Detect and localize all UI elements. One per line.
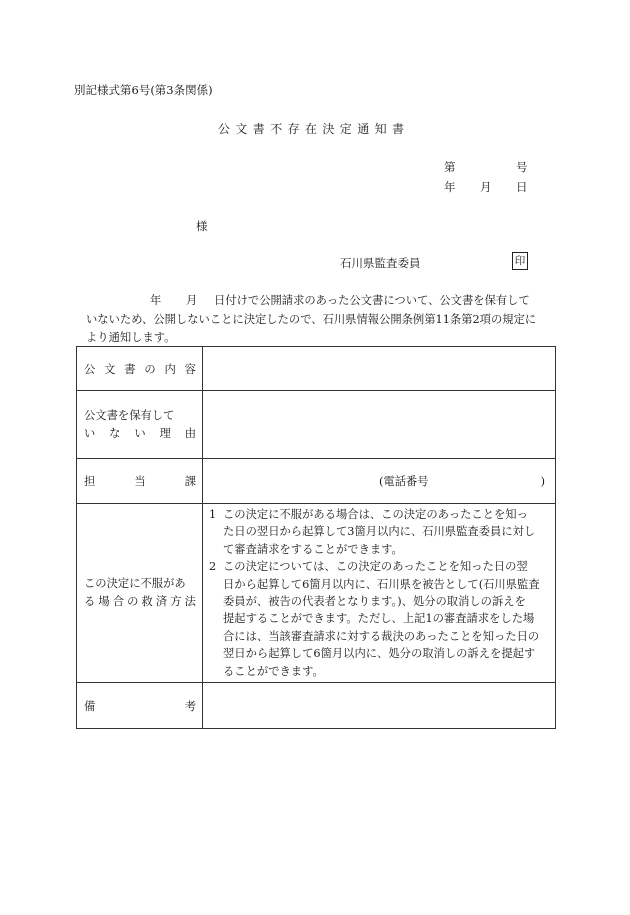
value-remarks	[203, 683, 556, 729]
label-reason-line-2-char: 理	[159, 426, 171, 440]
issuer-name: 石川県監査委員	[340, 256, 421, 270]
body-line-3: より通知します。	[86, 331, 176, 344]
label-remedy-line-2-char: の	[127, 595, 139, 609]
label-reason-line-1: 公文書を保有して	[84, 408, 175, 422]
label-document-content-char: 文	[104, 362, 116, 376]
remedy-item-text: 翌日から起算して6箇月以内に、処分の取消しの訴えを提起す	[223, 647, 536, 661]
label-remedy-line-2-char: 法	[184, 595, 196, 609]
label-remedy-line-2-char: 方	[170, 595, 182, 609]
label-remedy-line-1: この決定に不服があ	[84, 577, 186, 591]
label-reason-line-2-char: い	[134, 426, 146, 440]
row-remedy	[77, 504, 556, 683]
remedy-item-number: 1	[209, 508, 217, 521]
remedy-item-text: て審査請求をすることができます。	[223, 542, 403, 556]
label-document-content-char: 内	[164, 362, 176, 376]
remedy-item-text: 合には、当該審査請求に対する裁決のあったことを知った日の	[223, 629, 540, 643]
label-remedy-line-2-char: 済	[155, 595, 168, 609]
label-document-content-char: 書	[124, 362, 136, 376]
document-number-dai: 第	[444, 160, 456, 174]
label-document-content-char: 容	[184, 362, 196, 376]
remedy-item-text: この決定については、この決定のあったことを知った日の翌	[223, 560, 528, 574]
label-department-char: 課	[184, 475, 196, 488]
remedy-item-text: た日の翌日から起算して3箇月以内に、石川県監査委員に対し	[223, 525, 536, 539]
body-line-1-text: 日付けで公開請求のあった公文書について、公文書を保有して	[214, 294, 530, 307]
document-number-go: 号	[516, 160, 528, 174]
value-document-content	[203, 347, 556, 391]
body-line-1	[86, 292, 556, 311]
row-reason	[77, 391, 556, 459]
label-department	[77, 459, 203, 504]
seal-mark: 印	[512, 252, 528, 270]
body-line-2: いないため、公開しないことに決定したので、石川県情報公開条例第11条第2項の規定に	[86, 312, 537, 326]
label-remarks-char: 考	[184, 699, 196, 713]
label-department-char: 担	[84, 475, 96, 488]
label-reason-line-2-char: な	[109, 426, 121, 440]
label-department-char: 当	[134, 475, 146, 488]
phone-close-paren: )	[540, 475, 546, 488]
label-document-content	[77, 347, 203, 391]
label-remedy-line-2-char: る	[84, 595, 96, 609]
label-reason-line-2-char: 由	[184, 426, 196, 440]
row-remarks	[77, 683, 556, 729]
remedy-item-text: 提起することができます。ただし、上記1の審査請求をした場	[223, 612, 535, 626]
label-remedy-line-2-char: 合	[112, 595, 125, 609]
body-year: 年	[150, 294, 162, 307]
remedy-item	[209, 558, 549, 680]
label-remedy-line-2-char: 場	[98, 595, 110, 609]
value-remedy	[203, 504, 556, 683]
date-day: 日	[516, 180, 528, 194]
label-reason-line-2-char: い	[84, 426, 96, 440]
decision-table	[76, 346, 556, 729]
phone-label: (電話番号	[379, 475, 429, 488]
label-document-content-char: の	[144, 362, 156, 376]
remedy-item-text: 委員が、被告の代表者となります。)、処分の取消しの訴えを	[223, 595, 526, 609]
recipient-suffix: 様	[196, 219, 208, 233]
label-document-content-char: 公	[84, 362, 96, 376]
value-department-phone	[203, 459, 556, 504]
form-identifier: 別記様式第6号(第3条関係)	[74, 83, 213, 97]
label-remedy-line-2-char: 救	[141, 595, 153, 609]
date-month: 月	[480, 180, 492, 194]
label-reason	[77, 391, 203, 459]
value-reason	[203, 391, 556, 459]
label-remarks-char: 備	[84, 699, 96, 713]
remedy-item	[209, 506, 549, 558]
row-document-content	[77, 347, 556, 391]
remedy-item-text: 日から起算して6箇月以内に、石川県を被告として(石川県監査	[223, 577, 540, 591]
label-remedy	[77, 504, 203, 683]
remedy-item-number: 2	[209, 560, 217, 574]
remedy-item-text: ることができます。	[223, 664, 324, 678]
notice-body	[86, 292, 556, 348]
row-department	[77, 459, 556, 504]
date-year: 年	[444, 180, 456, 194]
document-title: 公文書不存在決定通知書	[218, 122, 410, 136]
remedy-item-text: この決定に不服がある場合は、この決定のあったことを知っ	[223, 508, 528, 521]
label-remarks	[77, 683, 203, 729]
body-month: 月	[186, 294, 198, 307]
